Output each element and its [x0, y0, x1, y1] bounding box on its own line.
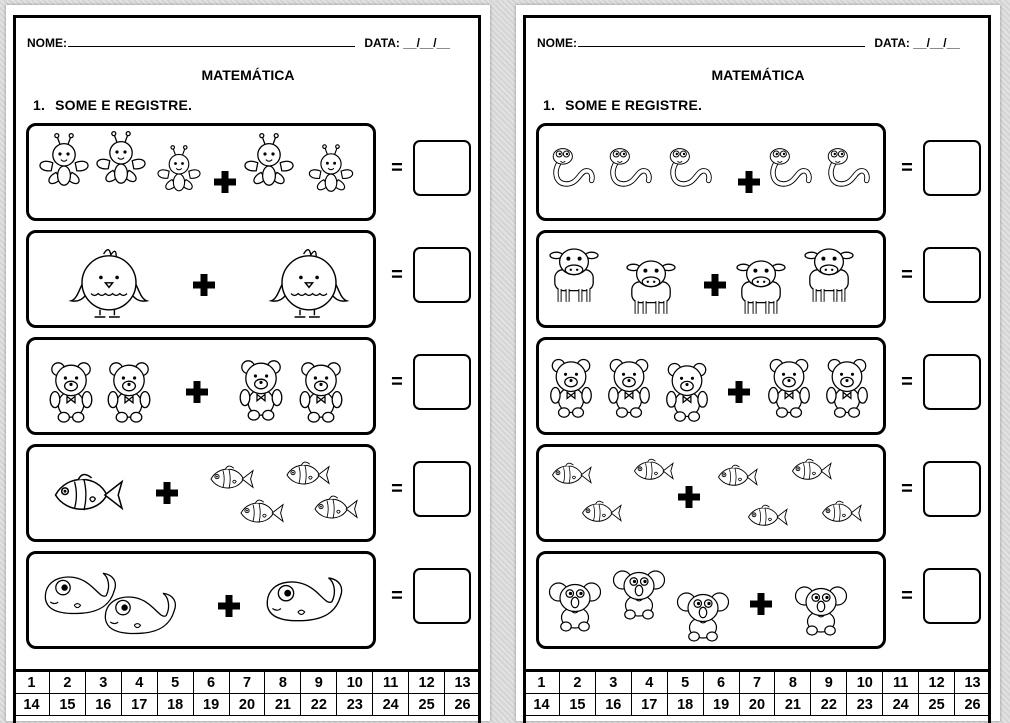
bee-icon	[40, 134, 88, 186]
answer-box[interactable]	[413, 461, 471, 517]
number-cell: 24	[883, 694, 919, 716]
addition-row-2	[26, 230, 376, 328]
whale-icon	[267, 578, 341, 621]
fish-icon	[635, 459, 674, 480]
answer-box[interactable]	[923, 461, 981, 517]
number-cell: 1	[524, 671, 560, 694]
number-cell: 8	[265, 671, 301, 694]
equals-sign: =	[901, 585, 913, 607]
teddy-bear-icon	[667, 363, 708, 421]
instruction	[543, 97, 702, 113]
addition-row-5	[536, 551, 886, 649]
number-cell: 13	[445, 671, 481, 694]
number-cell: 23	[847, 694, 883, 716]
name-line[interactable]	[578, 36, 865, 47]
worksheet-right	[516, 5, 1000, 721]
snake-icon	[670, 149, 709, 184]
page-title: MATEMÁTICA	[201, 67, 295, 83]
number-cell: 1	[14, 671, 50, 694]
number-cell: 12	[409, 671, 445, 694]
number-cell: 6	[193, 671, 229, 694]
number-cell: 11	[883, 671, 919, 694]
number-cell: 19	[193, 694, 229, 716]
plus-icon	[218, 595, 240, 617]
fish-icon	[315, 496, 357, 519]
addition-row-2	[536, 230, 886, 328]
number-cell: 8	[775, 671, 811, 694]
snake-icon	[610, 149, 649, 184]
number-cell: 2	[559, 671, 595, 694]
fish-icon	[719, 465, 758, 486]
teddy-bear-icon	[609, 359, 650, 417]
teddy-bear-icon	[108, 363, 150, 422]
number-cell: 23	[337, 694, 373, 716]
name-label: NOME:	[537, 36, 577, 50]
addition-row-4	[536, 444, 886, 542]
addition-row-5	[26, 551, 376, 649]
header-fields	[27, 36, 467, 50]
addition-row-3	[536, 337, 886, 435]
worksheet-left	[6, 5, 490, 721]
bee-icon	[97, 132, 145, 184]
name-label: NOME:	[27, 36, 67, 50]
cow-icon	[805, 249, 853, 302]
koala-icon	[796, 587, 847, 635]
chick-icon	[271, 250, 347, 317]
equals-sign: =	[391, 264, 403, 286]
answer-box[interactable]	[413, 354, 471, 410]
equals-sign: =	[391, 585, 403, 607]
instruction-text: SOME E REGISTRE.	[55, 97, 193, 113]
fish-icon	[241, 500, 283, 523]
number-cell: 16	[85, 694, 121, 716]
plus-icon	[750, 593, 772, 615]
number-strip-row	[14, 671, 481, 694]
plus-icon	[214, 171, 236, 193]
number-cell: 21	[265, 694, 301, 716]
plus-icon	[738, 171, 760, 193]
date-label: DATA: __/__/__	[364, 36, 450, 50]
number-strip	[13, 669, 481, 716]
fish-icon	[56, 475, 123, 511]
instruction-number: 1.	[543, 97, 556, 113]
plus-icon	[728, 381, 750, 403]
number-cell: 16	[595, 694, 631, 716]
answer-box[interactable]	[923, 247, 981, 303]
fish-icon	[553, 463, 592, 484]
date-label: DATA: __/__/__	[874, 36, 960, 50]
number-cell: 17	[121, 694, 157, 716]
snake-icon	[553, 149, 592, 184]
answer-box[interactable]	[923, 140, 981, 196]
equals-sign: =	[901, 478, 913, 500]
addition-row-1	[26, 123, 376, 221]
bee-icon	[309, 145, 352, 191]
number-cell: 10	[337, 671, 373, 694]
snake-icon	[770, 149, 809, 184]
fish-icon	[583, 501, 622, 522]
plus-icon	[678, 486, 700, 508]
fish-icon	[793, 459, 832, 480]
number-strip-row	[524, 694, 991, 716]
cow-icon	[737, 261, 785, 314]
number-cell: 3	[85, 671, 121, 694]
instruction-text: SOME E REGISTRE.	[565, 97, 703, 113]
number-cell: 4	[121, 671, 157, 694]
bee-icon	[158, 146, 200, 191]
whale-icon	[105, 593, 175, 633]
number-cell: 9	[301, 671, 337, 694]
teddy-bear-icon	[827, 359, 868, 417]
number-cell: 19	[703, 694, 739, 716]
number-cell: 10	[847, 671, 883, 694]
instruction	[33, 97, 192, 113]
addition-row-1	[536, 123, 886, 221]
number-strip-row	[14, 694, 481, 716]
number-cell: 25	[919, 694, 955, 716]
addition-row-3	[26, 337, 376, 435]
answer-box[interactable]	[413, 568, 471, 624]
koala-icon	[614, 571, 665, 619]
addition-row-4	[26, 444, 376, 542]
equals-sign: =	[391, 371, 403, 393]
number-cell: 20	[229, 694, 265, 716]
whale-icon	[45, 573, 115, 613]
fish-icon	[287, 462, 329, 485]
plus-icon	[156, 482, 178, 504]
fish-icon	[211, 466, 253, 489]
bee-icon	[245, 134, 293, 186]
number-cell: 2	[49, 671, 85, 694]
chick-icon	[71, 250, 147, 317]
page-title: MATEMÁTICA	[711, 67, 805, 83]
name-line[interactable]	[68, 36, 355, 47]
number-cell: 15	[49, 694, 85, 716]
snake-icon	[828, 149, 867, 184]
number-cell: 20	[739, 694, 775, 716]
koala-icon	[550, 583, 601, 631]
answer-box[interactable]	[413, 247, 471, 303]
equals-sign: =	[391, 478, 403, 500]
number-cell: 26	[445, 694, 481, 716]
answer-box[interactable]	[923, 568, 981, 624]
answer-box[interactable]	[413, 140, 471, 196]
koala-icon	[678, 593, 729, 641]
number-cell: 5	[157, 671, 193, 694]
number-strip-row	[524, 671, 991, 694]
number-cell: 22	[301, 694, 337, 716]
number-cell: 9	[811, 671, 847, 694]
number-cell: 11	[373, 671, 409, 694]
number-strip	[523, 669, 991, 716]
plus-icon	[186, 381, 208, 403]
equals-sign: =	[901, 264, 913, 286]
number-cell: 5	[667, 671, 703, 694]
header-fields	[537, 36, 977, 50]
teddy-bear-icon	[300, 363, 342, 422]
fish-icon	[749, 505, 788, 526]
number-cell: 3	[595, 671, 631, 694]
number-cell: 14	[524, 694, 560, 716]
number-cell: 17	[631, 694, 667, 716]
number-cell: 15	[559, 694, 595, 716]
answer-box[interactable]	[923, 354, 981, 410]
number-cell: 14	[14, 694, 50, 716]
number-cell: 25	[409, 694, 445, 716]
teddy-bear-icon	[240, 361, 282, 420]
teddy-bear-icon	[769, 359, 810, 417]
equals-sign: =	[901, 157, 913, 179]
equals-sign: =	[901, 371, 913, 393]
teddy-bear-icon	[50, 363, 92, 422]
number-cell: 21	[775, 694, 811, 716]
cow-icon	[627, 261, 675, 314]
teddy-bear-icon	[551, 359, 592, 417]
number-cell: 18	[667, 694, 703, 716]
plus-icon	[704, 274, 726, 296]
number-cell: 7	[229, 671, 265, 694]
instruction-number: 1.	[33, 97, 46, 113]
number-cell: 18	[157, 694, 193, 716]
number-cell: 24	[373, 694, 409, 716]
number-cell: 7	[739, 671, 775, 694]
number-cell: 4	[631, 671, 667, 694]
fish-icon	[823, 501, 862, 522]
cow-icon	[550, 249, 598, 302]
number-cell: 26	[955, 694, 991, 716]
number-cell: 22	[811, 694, 847, 716]
number-cell: 6	[703, 671, 739, 694]
plus-icon	[193, 274, 215, 296]
equals-sign: =	[391, 157, 403, 179]
number-cell: 12	[919, 671, 955, 694]
number-cell: 13	[955, 671, 991, 694]
